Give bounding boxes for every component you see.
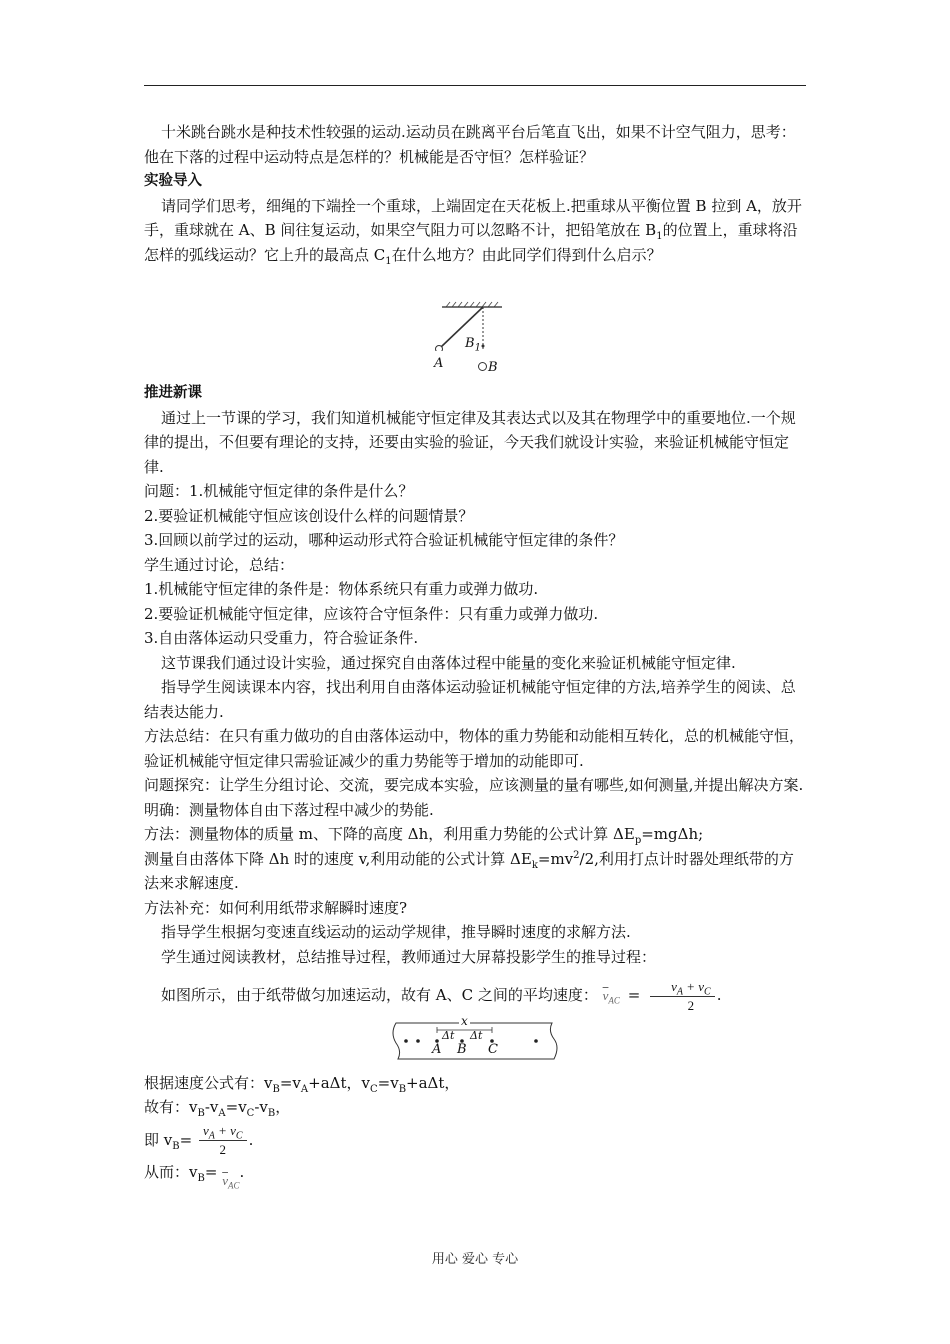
question-3: 3.回顾以前学过的运动，哪种运动形式符合验证机械能守恒定律的条件？ — [144, 531, 624, 549]
conclusion-line: 从而：$v_B= \overline{v}_{AC}$. — [144, 1162, 245, 1191]
question-1: 问题：1.机械能守恒定律的条件是什么？ — [144, 482, 414, 500]
method-summary: 方法总结：在只有重力做功的自由落体运动中，物体的重力势能和动能相互转化，总的机械能守恒，验证机械能守恒定律只需验证减少的重力势能等于增加的动能即可. — [144, 727, 805, 770]
vb-fraction-line: 即 $v_B=$ $\frac{v_A + v_C}{2}$ . — [144, 1123, 254, 1157]
clarification: 明确：测量物体自由下落过程中减少的势能. — [144, 800, 434, 819]
page-footer: 用心 爱心 专心 — [431, 1252, 519, 1267]
tape-label-dt2: Δt — [470, 1028, 483, 1042]
header-rule — [144, 85, 806, 86]
pendulum-label-b1: $B_1$ — [465, 336, 481, 354]
lesson-goal: 这节课我们通过设计实验，通过探究自由落体过程中能量的变化来验证机械能守恒定律. — [161, 653, 736, 672]
tape-label-a: A — [432, 1041, 442, 1057]
velocity-formula-line: 根据速度公式有：$v_B=v_A+a\Delta t$，$v_C=v_B+a\Delta t$， — [144, 1073, 460, 1095]
reading-guide: 指导学生阅读课本内容，找出利用自由落体运动验证机械能守恒定律的方法,培养学生的阅读、总结表达能力. — [144, 678, 796, 721]
summary-lead: 学生通过讨论，总结： — [144, 555, 295, 574]
pendulum-figure — [144, 267, 806, 375]
tape-label-c: C — [488, 1041, 498, 1057]
intro-paragraph: 十米跳台跳水是种技术性较强的运动.运动员在跳离平台后笔直飞出，如果不计空气阻力，思考：他在下落的过程中运动特点是怎样的？机械能是否守恒？怎样验证？ — [144, 123, 796, 166]
tape-label-dt1: Δt — [442, 1028, 455, 1042]
tape-figure — [144, 1015, 806, 1065]
derivation-intro: 学生通过阅读教材，总结推导过程，教师通过大屏幕投影学生的推导过程： — [161, 947, 657, 966]
method-supplement: 方法补充：如何利用纸带求解瞬时速度? — [144, 898, 408, 917]
pendulum-label-a: A — [434, 356, 444, 371]
method-kinetic: 测量自由落体下降 Δh 时的速度 v,利用动能的公式计算 $\Delta E_k=mv^2/2$,利用打点计时器处理纸带的方法来求解速度. — [144, 849, 794, 892]
average-velocity-fraction: $\frac{v_A + v_C}{2}$ — [650, 978, 715, 1015]
vac-symbol: $\overline{v}_{AC}$ — [602, 988, 620, 1006]
pendulum-paragraph: 请同学们思考，细绳的下端拴一个重球，上端固定在天花板上.把重球从平衡位置 B 拉到 A，放开手，重球就在 A、B 间往复运动，如果空气阻力可以忽略不计，把铅笔放在 $B_1$的位置上，重球将沿怎样的弧线运动？它上升的最高点 $C_1$在什么地方？由此同学们得到什么启示？ — [144, 196, 802, 267]
difference-line: 故有：$v_B-v_A=v_C-v_B$， — [144, 1098, 291, 1119]
pendulum-label-b: B — [488, 360, 498, 375]
derivation-guide: 指导学生根据匀变速直线运动的运动学规律，推导瞬时速度的求解方法. — [161, 923, 631, 941]
method-potential: 方法：测量物体的质量 m、下降的高度 Δh，利用重力势能的公式计算 $\Delta E_p=mg\Delta h$; — [144, 825, 704, 846]
summary-3: 3.自由落体运动只受重力，符合验证条件. — [144, 629, 419, 647]
pendulum-bob-b — [478, 362, 487, 371]
vac-result-symbol: $\overline{v}_{AC}$ — [222, 1172, 240, 1191]
summary-2: 2.要验证机械能守恒定律，应该符合守恒条件：只有重力或弹力做功. — [144, 604, 599, 623]
tape-label-b: B — [457, 1041, 467, 1057]
lesson-paragraph: 通过上一节课的学习，我们知道机械能守恒定律及其表达式以及其在物理学中的重要地位.一个规律的提出，不但要有理论的支持，还要由实验的验证，今天我们就设计实验，来验证机械能守恒定律. — [144, 408, 796, 476]
summary-1: 1.机械能守恒定律的条件是：物体系统只有重力或弹力做功. — [144, 580, 539, 598]
tape-label-x: x — [461, 1013, 468, 1028]
heading-experiment-intro: 实验导入 — [144, 173, 202, 189]
question-2: 2.要验证机械能守恒应该创设什么样的问题情景？ — [144, 506, 474, 525]
average-velocity-line: 如图所示，由于纸带做匀加速运动，故有 A、C 之间的平均速度： $\overline{v}_{AC}$ = $\frac{v_A + v_C}{2}$ . — [161, 978, 722, 1013]
heading-new-lesson: 推进新课 — [144, 385, 202, 401]
vb-fraction: $\frac{v_A + v_C}{2}$ — [199, 1122, 247, 1159]
problem-inquiry: 问题探究：让学生分组讨论、交流，要完成本实验，应该测量的量有哪些,如何测量,并提出解决方案. — [144, 776, 804, 794]
document-body — [144, 120, 806, 1191]
